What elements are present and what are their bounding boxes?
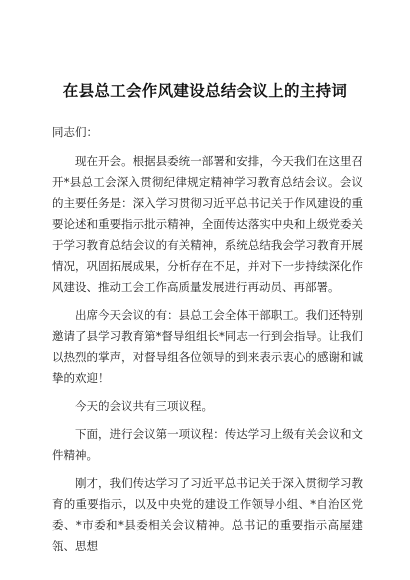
document-title: 在县总工会作风建设总结会议上的主持词 [62, 82, 348, 100]
salutation: 同志们： [52, 125, 98, 139]
paragraph-summary: 刚才，我们传达学习了习近平总书记关于深入贯彻学习教育的重要指示，以及中央党的建设工作领导小组、*自治区党委、*市委和*县委相关会议精神。总书记的重要指示高屋建瓴、思想 [52, 476, 363, 553]
paragraph-attendees: 出席今天会议的有：县总工会全体干部职工。我们还特别邀请了县学习教育第*督导组组长*同志一行到会指导。让我们以热烈的掌声，对督导组各位领导的到来表示衷心的感谢和诚挚的欢迎！ [52, 308, 363, 385]
paragraph-item-one: 下面，进行会议第一项议程：传达学习上级有关会议和文件精神。 [52, 427, 363, 462]
document-body [52, 122, 363, 564]
paragraph-agenda: 今天的会议共有三项议程。 [75, 399, 213, 413]
paragraph-opening: 现在开会。根据县委统一部署和安排，今天我们在这里召开*县总工会深入贯彻纪律规定精神学习教育总结会议。会议的主要任务是：深入学习贯彻习近平总书记关于作风建设的重要论述和重要指示批示精神，全面传达落实中央和上级党委关于学习教育总结会议的有关精神，系统总结我会学习教育开展情况，巩固拓展成果，分析存在不足，并对下一步持续深化作风建设、推动工会工作高质量发展进行再动员、再部署。 [52, 154, 363, 294]
